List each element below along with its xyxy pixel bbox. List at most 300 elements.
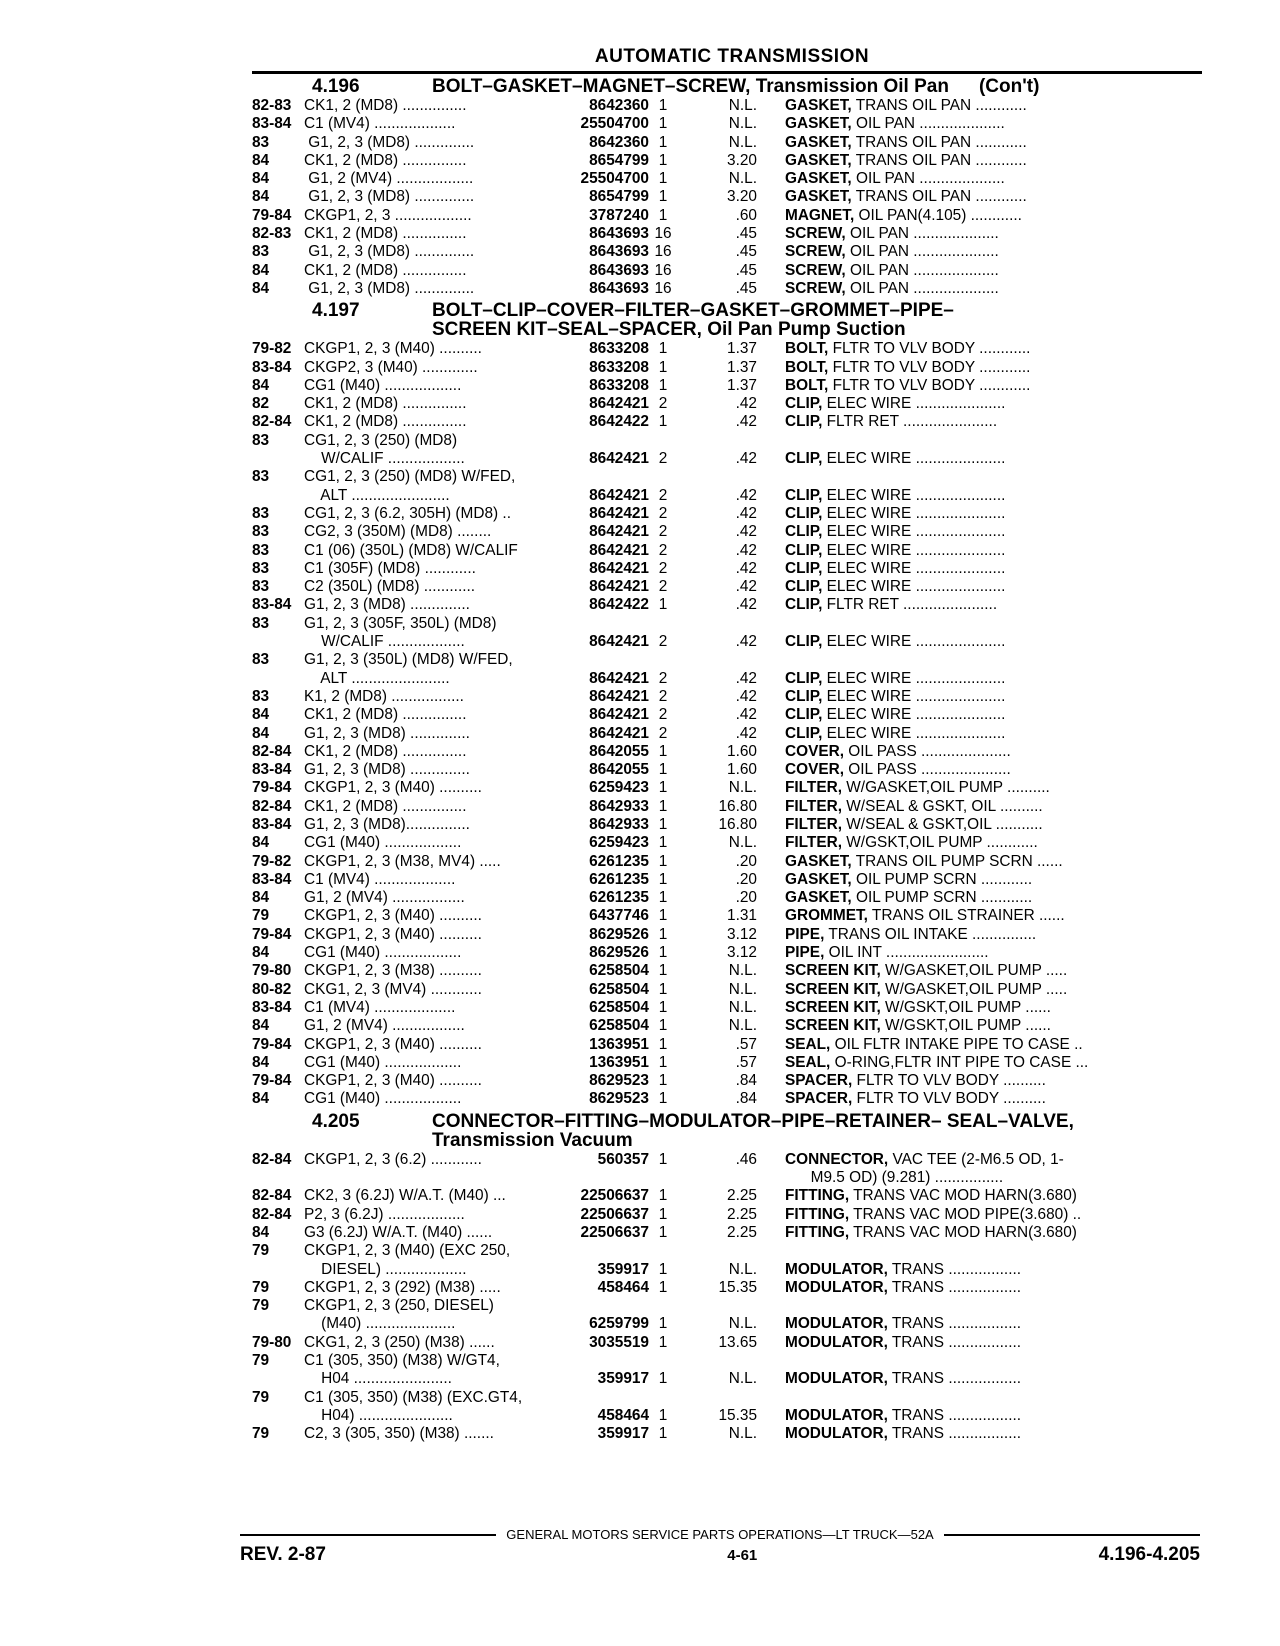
description-cell (757, 578, 1225, 596)
quantity-cell: 2 (658, 578, 668, 596)
application-cell: G1, 2, 3 (MD8) .............. (304, 133, 475, 151)
part-description: FLTR RET ...................... (822, 413, 998, 431)
quantity-cell: 1 (658, 115, 668, 133)
description-cell (757, 615, 1225, 633)
part-name: CLIP, (785, 559, 823, 577)
part-description: ELEC WIRE ..................... (822, 706, 1006, 724)
year-cell: 82-84 (252, 1205, 292, 1223)
part-description: TRANS VAC MOD HARN(3.680) (849, 1187, 1077, 1205)
part-description: ELEC WIRE ..................... (822, 486, 1006, 504)
description-cell (757, 542, 1225, 560)
description-cell (757, 962, 1225, 980)
description-cell (757, 1090, 1225, 1108)
application-cell: CG1, 2, 3 (6.2, 305H) (MD8) .. (304, 504, 511, 522)
application-cell: CKGP1, 2, 3 (M40) (EXC 250, (304, 1242, 511, 1260)
year-cell: 82-84 (252, 413, 292, 431)
quantity-cell (649, 651, 677, 669)
quantity-cell: 1 (658, 1090, 668, 1108)
part-name: GASKET, (785, 151, 852, 169)
page-number: 4-61 (727, 1547, 758, 1564)
table-row (252, 523, 1202, 541)
application-cell: CG1 (M40) .................. (304, 834, 462, 852)
description-cell (757, 816, 1225, 834)
table-row (252, 280, 1202, 298)
table-row (252, 1315, 1202, 1333)
table-row (252, 1072, 1202, 1090)
quantity-cell: 16 (654, 261, 672, 279)
part-number-cell: 8643693 (589, 225, 649, 243)
price-cell: 15.35 (718, 1278, 757, 1296)
description-cell (757, 188, 1225, 206)
price-cell (677, 432, 757, 450)
year-cell (252, 450, 304, 468)
table-row (252, 871, 1202, 889)
price-cell: .45 (735, 243, 757, 261)
part-name: BOLT, (785, 376, 829, 394)
price-cell: 16.80 (718, 815, 757, 833)
part-number-cell: 6261235 (589, 852, 649, 870)
quantity-cell: 1 (658, 998, 668, 1016)
page-title: AUTOMATIC TRANSMISSION (594, 46, 870, 67)
description-cell (757, 377, 1225, 395)
quantity-cell: 2 (658, 486, 668, 504)
description-cell (757, 1206, 1225, 1224)
price-cell: .20 (735, 889, 757, 907)
section-title-line1: BOLT–GASKET–MAGNET–SCREW, (432, 76, 756, 97)
description-cell (757, 262, 1225, 280)
application-cell: CKGP1, 2, 3 (250, DIESEL) (304, 1297, 494, 1315)
application-cell: C1 (06) (350L) (MD8) W/CALIF (304, 541, 518, 559)
part-description: TRANS OIL PAN ............ (851, 151, 1027, 169)
description-cell (757, 1242, 1225, 1260)
price-cell: .42 (735, 486, 757, 504)
part-description: W/SEAL & GSKT, OIL .......... (842, 797, 1043, 815)
year-cell: 82 (252, 395, 270, 413)
part-description: W/GASKET,OIL PUMP ..... (880, 962, 1068, 980)
part-name: SCREW, (785, 243, 846, 261)
quantity-cell: 1 (658, 815, 668, 833)
section-title-subject: Transmission Oil Pan (755, 76, 949, 97)
part-number-cell: 8642421 (589, 523, 649, 541)
price-cell: .46 (735, 1150, 757, 1168)
part-name: CLIP, (785, 486, 823, 504)
quantity-cell: 1 (658, 1406, 668, 1424)
part-description: ELEC WIRE ..................... (822, 450, 1006, 468)
part-number-cell: 458464 (597, 1278, 649, 1296)
part-description: ELEC WIRE ..................... (822, 687, 1006, 705)
quantity-cell: 1 (658, 907, 668, 925)
part-name: CLIP, (785, 706, 823, 724)
application-cell: C1 (305, 350) (M38) W/GT4, (304, 1352, 500, 1369)
year-cell: 83 (252, 523, 270, 541)
application-cell: CG1 (M40) .................. (304, 944, 462, 962)
description-cell (757, 225, 1225, 243)
quantity-cell: 1 (658, 870, 668, 888)
table-row (252, 1151, 1202, 1169)
part-number-cell: 8642360 (589, 97, 649, 114)
part-number-cell: 6259423 (589, 779, 649, 797)
part-name: SEAL, (785, 1035, 831, 1053)
table-row (252, 981, 1202, 999)
description-cell (757, 944, 1225, 962)
part-name: MODULATOR, (785, 1370, 888, 1388)
application-cell: W/CALIF .................. (304, 450, 465, 468)
year-cell (252, 670, 304, 688)
year-cell (252, 487, 304, 505)
table-row (252, 1334, 1202, 1352)
quantity-cell: 1 (658, 1017, 668, 1035)
price-cell: N.L. (728, 97, 757, 114)
section-header (252, 77, 1202, 96)
table-row (252, 170, 1202, 188)
description-cell (757, 450, 1225, 468)
part-name: SCREEN KIT, (785, 980, 881, 998)
year-cell: 79-84 (252, 1072, 292, 1090)
part-name: SCREEN KIT, (785, 1017, 881, 1035)
quantity-cell: 2 (658, 559, 668, 577)
part-number-cell: 25504700 (580, 170, 649, 188)
table-row (252, 432, 1202, 450)
price-cell: .42 (735, 450, 757, 468)
quantity-cell: 16 (654, 279, 672, 297)
description-cell (757, 1389, 1225, 1407)
description-cell (757, 779, 1225, 797)
part-number-cell: 6259799 (589, 1315, 649, 1333)
quantity-cell (649, 468, 677, 486)
part-name: CLIP, (785, 596, 823, 614)
application-cell: H04 ....................... (304, 1370, 452, 1388)
section-title-line2: Transmission Vacuum (432, 1129, 633, 1151)
description-cell (757, 981, 1225, 999)
application-cell: CKGP1, 2, 3 (6.2) ............ (304, 1150, 482, 1168)
description-cell (757, 889, 1225, 907)
part-name: GASKET, (785, 133, 852, 151)
price-cell: N.L. (728, 980, 757, 998)
application-cell: G1, 2, 3 (MD8) .............. (304, 279, 475, 297)
description-cell (757, 670, 1225, 688)
part-description: TRANS ................. (887, 1278, 1022, 1296)
quantity-cell (649, 1352, 677, 1370)
part-number-cell: 8642421 (589, 706, 649, 724)
year-cell: 84 (252, 376, 270, 394)
part-name: CLIP, (785, 578, 823, 596)
description-cell (757, 633, 1225, 651)
section-continued-label: (Con't) (978, 76, 1040, 97)
application-cell: CKGP1, 2, 3 (M40) .......... (304, 925, 482, 943)
application-cell: CKGP1, 2, 3 (M40) .......... (304, 340, 482, 358)
application-cell: C1 (MV4) ................... (304, 998, 456, 1016)
part-number-cell: 560357 (597, 1150, 649, 1168)
quantity-cell: 1 (658, 1187, 668, 1205)
description-cell (757, 1425, 1225, 1443)
quantity-cell: 2 (658, 523, 668, 541)
part-description: FLTR TO VLV BODY ............ (828, 376, 1031, 394)
year-cell: 82-84 (252, 797, 292, 815)
price-cell: 1.60 (727, 761, 757, 779)
part-name: COVER, (785, 761, 845, 779)
table-row (252, 999, 1202, 1017)
price-cell: .42 (735, 633, 757, 651)
part-description: ELEC WIRE ..................... (822, 578, 1006, 596)
part-number-cell: 8642422 (589, 413, 649, 431)
table-row (252, 633, 1202, 651)
table-row (252, 615, 1202, 633)
price-cell: 1.37 (727, 340, 757, 358)
part-name: CLIP, (785, 633, 823, 651)
part-number-cell: 8642421 (589, 450, 649, 468)
application-cell: W/CALIF .................. (304, 633, 465, 651)
part-number-cell: 359917 (597, 1260, 649, 1278)
table-row (252, 1242, 1202, 1260)
price-cell (677, 1389, 757, 1407)
price-cell: .42 (735, 523, 757, 541)
year-cell: 79 (252, 1425, 270, 1443)
part-number-cell (566, 1169, 649, 1187)
part-description: OIL FLTR INTAKE PIPE TO CASE .. (830, 1035, 1083, 1053)
section-header (252, 301, 1202, 339)
quantity-cell: 2 (658, 395, 668, 413)
part-name: FILTER, (785, 815, 842, 833)
table-row (252, 853, 1202, 871)
part-name: CLIP, (785, 450, 823, 468)
price-cell: N.L. (728, 1425, 757, 1443)
quantity-cell: 1 (658, 206, 668, 224)
part-number-cell: 8629526 (589, 925, 649, 943)
part-number-cell (566, 651, 649, 669)
price-cell: N.L. (728, 998, 757, 1016)
table-row (252, 152, 1202, 170)
price-cell: N.L. (728, 834, 757, 852)
part-description: FLTR RET ...................... (822, 596, 998, 614)
quantity-cell: 2 (658, 706, 668, 724)
part-number-cell: 359917 (597, 1425, 649, 1443)
part-description: TRANS ................. (887, 1260, 1022, 1278)
table-row (252, 468, 1202, 486)
description-cell (757, 798, 1225, 816)
part-number-cell: 8642933 (589, 797, 649, 815)
table-row (252, 1054, 1202, 1072)
quantity-cell: 1 (658, 779, 668, 797)
year-cell: 79-80 (252, 962, 292, 980)
description-cell (757, 152, 1225, 170)
part-name: GASKET, (785, 170, 852, 188)
footer-center-text: GENERAL MOTORS SERVICE PARTS OPERATIONS—LT TRUCK—52A (506, 1527, 934, 1542)
description-cell (757, 907, 1225, 925)
application-cell: G1, 2, 3 (MD8) .............. (304, 243, 475, 261)
part-description: TRANS OIL STRAINER ...... (867, 907, 1065, 925)
part-description: TRANS OIL PUMP SCRN ...... (851, 852, 1063, 870)
part-description: M9.5 OD) (9.281) ................ (785, 1169, 1004, 1187)
description-cell (757, 1187, 1225, 1205)
part-name: FILTER, (785, 834, 842, 852)
footer (240, 1527, 1200, 1566)
year-cell: 84 (252, 724, 270, 742)
quantity-cell: 1 (658, 1053, 668, 1071)
table-row (252, 1017, 1202, 1035)
application-cell: G1, 2, 3 (MD8)............... (304, 815, 470, 833)
quantity-cell: 1 (658, 834, 668, 852)
part-name: FITTING, (785, 1223, 850, 1241)
part-number-cell: 1363951 (589, 1035, 649, 1053)
description-cell (757, 1407, 1225, 1425)
price-cell: N.L. (728, 1315, 757, 1333)
part-name: GASKET, (785, 115, 852, 133)
part-description: OIL PAN .................... (851, 115, 1005, 133)
application-cell: CK1, 2 (MD8) ............... (304, 97, 467, 114)
part-description: TRANS ................. (887, 1425, 1022, 1443)
application-cell: CK1, 2 (MD8) ............... (304, 413, 467, 431)
part-name: CLIP, (785, 504, 823, 522)
description-cell (757, 207, 1225, 225)
year-cell: 83 (252, 504, 270, 522)
part-description: OIL PASS ..................... (844, 761, 1011, 779)
quantity-cell: 1 (658, 413, 668, 431)
application-cell: CK2, 3 (6.2J) W/A.T. (M40) ... (304, 1187, 506, 1205)
price-cell (677, 615, 757, 633)
quantity-cell: 1 (658, 944, 668, 962)
part-number-cell: 8629523 (589, 1090, 649, 1108)
part-name: MODULATOR, (785, 1406, 888, 1424)
price-cell: 1.60 (727, 742, 757, 760)
part-number-cell: 6261235 (589, 870, 649, 888)
part-number-cell: 8642421 (589, 578, 649, 596)
catalog-page (252, 46, 1202, 1443)
part-number-cell: 22506637 (580, 1205, 649, 1223)
table-row (252, 651, 1202, 669)
part-description: TRANS ................. (887, 1333, 1022, 1351)
part-description: FLTR TO VLV BODY .......... (852, 1090, 1046, 1108)
application-cell: CG1 (M40) .................. (304, 1090, 462, 1108)
description-cell (757, 1334, 1225, 1352)
year-cell: 84 (252, 1017, 270, 1035)
parts-table (252, 340, 1202, 1108)
table-row (252, 743, 1202, 761)
year-cell: 79 (252, 1352, 270, 1369)
table-row (252, 188, 1202, 206)
part-description: ELEC WIRE ..................... (822, 724, 1006, 742)
table-row (252, 779, 1202, 797)
application-cell: C2 (350L) (MD8) ............ (304, 578, 476, 596)
year-cell (252, 1370, 304, 1388)
application-cell: G1, 2, 3 (305F, 350L) (MD8) (304, 614, 497, 632)
quantity-cell: 1 (658, 1333, 668, 1351)
part-name: COVER, (785, 742, 845, 760)
price-cell: .84 (735, 1090, 757, 1108)
description-cell (757, 871, 1225, 889)
application-cell (304, 1169, 566, 1187)
application-cell: CKG1, 2, 3 (MV4) ............ (304, 980, 482, 998)
price-cell: .42 (735, 706, 757, 724)
application-cell: P2, 3 (6.2J) .................. (304, 1205, 465, 1223)
price-cell: 13.65 (718, 1333, 757, 1351)
part-description: OIL PAN .................... (845, 225, 999, 243)
part-name: SPACER, (785, 1090, 853, 1108)
quantity-cell: 1 (658, 1223, 668, 1241)
year-cell: 83-84 (252, 815, 292, 833)
year-cell: 84 (252, 1223, 270, 1241)
quantity-cell: 1 (658, 962, 668, 980)
quantity-cell: 1 (658, 742, 668, 760)
description-cell (757, 706, 1225, 724)
table-row (252, 761, 1202, 779)
table-row (252, 889, 1202, 907)
table-row (252, 413, 1202, 431)
part-number-cell: 8642360 (589, 133, 649, 151)
application-cell: CKGP1, 2, 3 (M38, MV4) ..... (304, 852, 501, 870)
year-cell: 79-84 (252, 1035, 292, 1053)
application-cell: CK1, 2 (MD8) ............... (304, 395, 467, 413)
application-cell: CK1, 2 (MD8) ............... (304, 151, 467, 169)
year-cell: 80-82 (252, 980, 292, 998)
table-row (252, 688, 1202, 706)
application-cell: G1, 2 (MV4) ................. (304, 889, 465, 907)
part-name: SCREW, (785, 225, 846, 243)
revision-label: REV. 2-87 (240, 1544, 326, 1565)
description-cell (757, 834, 1225, 852)
part-description: ELEC WIRE ..................... (822, 504, 1006, 522)
price-cell (677, 651, 757, 669)
footer-bottom (240, 1544, 1200, 1566)
price-cell: N.L. (728, 115, 757, 133)
part-name: SPACER, (785, 1072, 853, 1090)
part-description: OIL PAN .................... (845, 279, 999, 297)
part-name: FITTING, (785, 1187, 850, 1205)
price-cell: .45 (735, 279, 757, 297)
year-cell (252, 1261, 304, 1279)
part-description: ELEC WIRE ..................... (822, 559, 1006, 577)
price-cell: N.L. (728, 1017, 757, 1035)
table-row (252, 725, 1202, 743)
part-description: TRANS ................. (887, 1406, 1022, 1424)
description-cell (757, 1279, 1225, 1297)
quantity-cell: 1 (658, 797, 668, 815)
price-cell: 3.12 (727, 944, 757, 962)
part-name: SCREW, (785, 261, 846, 279)
parts-table (252, 1151, 1202, 1444)
year-cell: 83 (252, 541, 270, 559)
application-cell: CG2, 3 (350M) (MD8) ........ (304, 523, 492, 541)
quantity-cell: 1 (658, 1205, 668, 1223)
table-row (252, 926, 1202, 944)
part-name: GASKET, (785, 188, 852, 206)
section-number: 4.205 (312, 1110, 360, 1132)
description-cell (757, 651, 1225, 669)
part-description: OIL PAN(4.105) ............ (854, 206, 1022, 224)
part-description: FLTR TO VLV BODY ............ (828, 358, 1031, 376)
footer-rule-right (944, 1534, 1200, 1536)
quantity-cell: 1 (658, 376, 668, 394)
description-cell (757, 432, 1225, 450)
year-cell: 82-83 (252, 97, 292, 114)
part-number-cell: 25504700 (580, 115, 649, 133)
table-row (252, 907, 1202, 925)
part-name: MODULATOR, (785, 1315, 888, 1333)
table-row (252, 1297, 1202, 1315)
description-cell (757, 1054, 1225, 1072)
quantity-cell: 2 (658, 541, 668, 559)
table-row (252, 1279, 1202, 1297)
part-name: SCREEN KIT, (785, 962, 881, 980)
part-name: BOLT, (785, 358, 829, 376)
table-row (252, 1090, 1202, 1108)
year-cell: 84 (252, 261, 270, 279)
table-row (252, 1425, 1202, 1443)
price-cell: N.L. (728, 1260, 757, 1278)
part-description: OIL INT ........................ (824, 944, 989, 962)
description-cell (757, 487, 1225, 505)
year-cell: 82-84 (252, 742, 292, 760)
part-description: W/GSKT,OIL PUMP ............ (842, 834, 1038, 852)
